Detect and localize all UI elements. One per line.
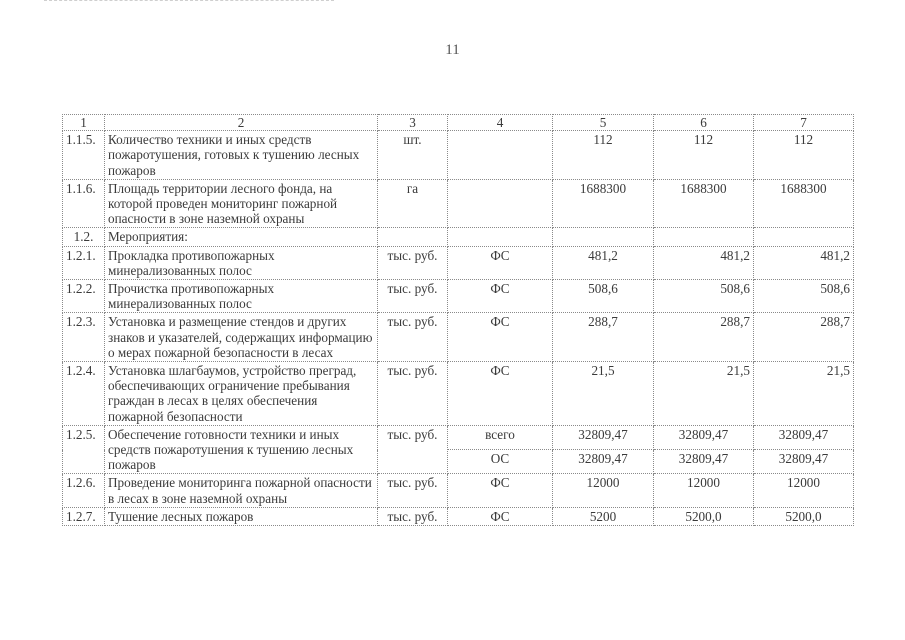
row-name: Площадь территории лесного фонда, на которой проведен мониторинг пожарной опасности в зоне наземной охраны (105, 179, 378, 228)
header-cell: 6 (654, 115, 754, 131)
row-name: Прочистка противопожарных минерализованных полос (105, 280, 378, 313)
row-value-5: 5200 (553, 507, 654, 525)
row-unit: тыс. руб. (378, 507, 448, 525)
header-cell: 5 (553, 115, 654, 131)
row-source: всего (448, 425, 553, 449)
row-number: 1.2.7. (63, 507, 105, 525)
header-cell: 7 (754, 115, 854, 131)
row-unit: тыс. руб. (378, 474, 448, 507)
row-number: 1.1.5. (63, 131, 105, 180)
row-source: ФС (448, 362, 553, 426)
row-unit: тыс. руб. (378, 313, 448, 362)
budget-table (62, 114, 854, 526)
row-source: ФС (448, 313, 553, 362)
table-row (63, 313, 854, 362)
row-value-5: 508,6 (553, 280, 654, 313)
row-value-6: 508,6 (654, 280, 754, 313)
row-source (448, 131, 553, 180)
row-unit: шт. (378, 131, 448, 180)
row-unit: га (378, 179, 448, 228)
header-cell: 4 (448, 115, 553, 131)
row-value-6: 5200,0 (654, 507, 754, 525)
row-source (448, 179, 553, 228)
row-value-5: 1688300 (553, 179, 654, 228)
row-number: 1.2. (63, 228, 105, 246)
table-row (63, 425, 854, 449)
row-number: 1.2.2. (63, 280, 105, 313)
table-row (63, 280, 854, 313)
page-number: 11 (445, 42, 460, 58)
row-source: ОС (448, 450, 553, 474)
header-cell: 3 (378, 115, 448, 131)
row-unit: тыс. руб. (378, 362, 448, 426)
row-name: Установка и размещение стендов и других знаков и указателей, содержащих информацию о мерах пожарной безопасности в лесах (105, 313, 378, 362)
table-row (63, 246, 854, 279)
row-name: Прокладка противопожарных минерализованных полос (105, 246, 378, 279)
row-value-5 (553, 228, 654, 246)
header-cell: 2 (105, 115, 378, 131)
row-value-7: 32809,47 (754, 425, 854, 449)
table-row (63, 362, 854, 426)
row-name: Количество техники и иных средств пожаротушения, готовых к тушению лесных пожаров (105, 131, 378, 180)
row-value-7 (754, 228, 854, 246)
row-value-5: 112 (553, 131, 654, 180)
row-name: Установка шлагбаумов, устройство преград, обеспечивающих ограничение пребывания граждан в лесах в целях обеспечения пожарной безопасности (105, 362, 378, 426)
row-value-7: 12000 (754, 474, 854, 507)
row-unit: тыс. руб. (378, 425, 448, 474)
row-value-6 (654, 228, 754, 246)
table-row (63, 474, 854, 507)
row-value-7: 508,6 (754, 280, 854, 313)
table-row (63, 507, 854, 525)
row-unit: тыс. руб. (378, 280, 448, 313)
row-source: ФС (448, 246, 553, 279)
row-number: 1.1.6. (63, 179, 105, 228)
row-value-5: 12000 (553, 474, 654, 507)
row-value-7: 32809,47 (754, 450, 854, 474)
row-value-6: 1688300 (654, 179, 754, 228)
row-unit (378, 228, 448, 246)
row-value-7: 288,7 (754, 313, 854, 362)
row-value-6: 481,2 (654, 246, 754, 279)
scan-top-marks (44, 0, 334, 5)
row-value-5: 21,5 (553, 362, 654, 426)
row-source: ФС (448, 280, 553, 313)
row-value-6: 112 (654, 131, 754, 180)
row-value-7: 1688300 (754, 179, 854, 228)
row-value-5: 288,7 (553, 313, 654, 362)
table-row (63, 131, 854, 180)
header-cell: 1 (63, 115, 105, 131)
row-value-6: 12000 (654, 474, 754, 507)
row-value-7: 5200,0 (754, 507, 854, 525)
row-source: ФС (448, 474, 553, 507)
row-number: 1.2.5. (63, 425, 105, 474)
row-unit: тыс. руб. (378, 246, 448, 279)
row-number: 1.2.3. (63, 313, 105, 362)
row-value-5: 481,2 (553, 246, 654, 279)
row-value-7: 112 (754, 131, 854, 180)
row-value-6: 32809,47 (654, 425, 754, 449)
table-row (63, 228, 854, 246)
row-value-7: 21,5 (754, 362, 854, 426)
row-value-6: 21,5 (654, 362, 754, 426)
header-row (63, 115, 854, 131)
row-value-6: 32809,47 (654, 450, 754, 474)
row-value-7: 481,2 (754, 246, 854, 279)
row-number: 1.2.4. (63, 362, 105, 426)
row-value-5: 32809,47 (553, 425, 654, 449)
row-value-6: 288,7 (654, 313, 754, 362)
row-number: 1.2.1. (63, 246, 105, 279)
row-number: 1.2.6. (63, 474, 105, 507)
row-name: Проведение мониторинга пожарной опасности в лесах в зоне наземной охраны (105, 474, 378, 507)
row-value-5: 32809,47 (553, 450, 654, 474)
row-source: ФС (448, 507, 553, 525)
table-row (63, 179, 854, 228)
row-source (448, 228, 553, 246)
row-name: Обеспечение готовности техники и иных средств пожаротушения к тушению лесных пожаров (105, 425, 378, 474)
row-name: Мероприятия: (105, 228, 378, 246)
row-name: Тушение лесных пожаров (105, 507, 378, 525)
